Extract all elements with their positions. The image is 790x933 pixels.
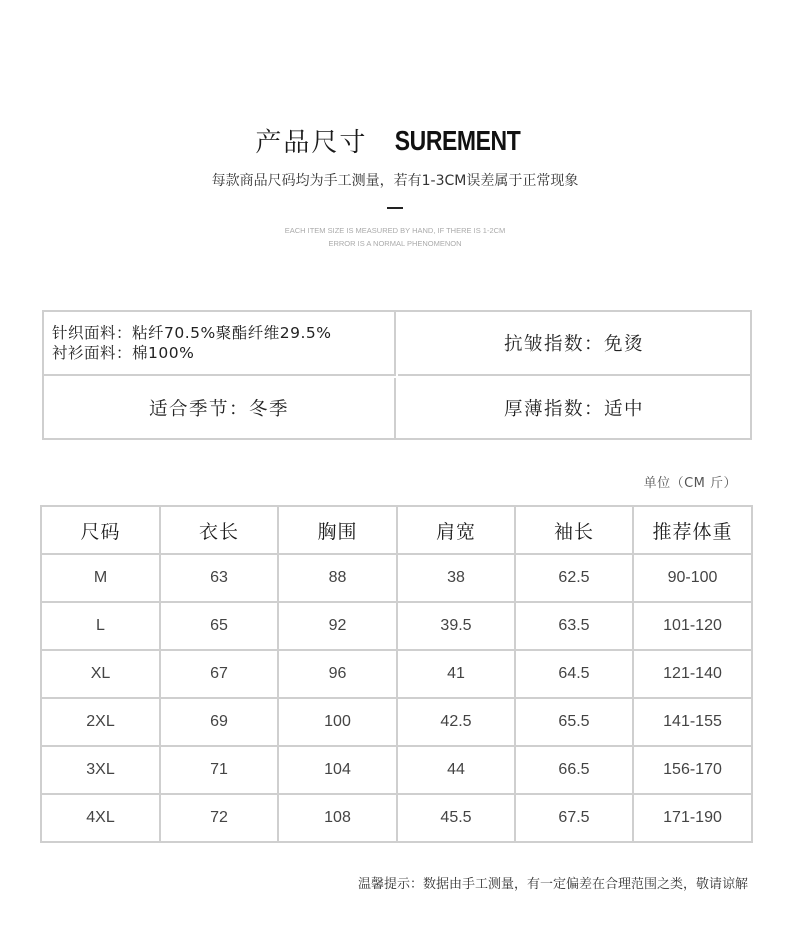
table-cell: 108 [278, 794, 397, 842]
table-cell: 171-190 [633, 794, 752, 842]
table-cell: 65 [160, 602, 278, 650]
title-en: SUREMENT [395, 124, 521, 156]
divider-dash [387, 207, 403, 209]
table-cell: 64.5 [515, 650, 633, 698]
table-cell: 38 [397, 554, 515, 602]
table-row [41, 698, 752, 746]
table-cell: 63 [160, 554, 278, 602]
page-title [0, 122, 790, 159]
table-cell: 4XL [41, 794, 160, 842]
title-cn: 产品尺寸 [255, 128, 368, 158]
table-cell: 72 [160, 794, 278, 842]
table-cell: 92 [278, 602, 397, 650]
unit-label: 单位（CM 斤） [643, 476, 737, 491]
table-cell: 63.5 [515, 602, 633, 650]
thickness-cell [398, 378, 750, 438]
table-cell: 71 [160, 746, 278, 794]
subtitle: 每款商品尺码均为手工测量，若有1-3CM误差属于正常现象 [211, 173, 579, 189]
table-cell: 45.5 [397, 794, 515, 842]
header-sleeve: 袖长 [515, 506, 633, 554]
header-shoulder: 肩宽 [397, 506, 515, 554]
table-row [41, 602, 752, 650]
header-weight: 推荐体重 [633, 506, 752, 554]
table-row [41, 746, 752, 794]
table-cell: 69 [160, 698, 278, 746]
fabric-knit: 针织面料：粘纤70.5%聚酯纤维29.5% [52, 324, 332, 342]
fabric-info-table [42, 310, 752, 440]
size-table [40, 505, 753, 843]
table-row [41, 554, 752, 602]
header-size: 尺码 [41, 506, 160, 554]
table-cell: 2XL [41, 698, 160, 746]
footer-note: 温馨提示：数据由手工测量，有一定偏差在合理范围之类，敬请谅解 [357, 877, 748, 892]
english-note [0, 224, 790, 250]
wrinkle-index-cell [398, 312, 750, 376]
table-cell: L [41, 602, 160, 650]
table-cell: XL [41, 650, 160, 698]
english-note-line2: ERROR IS A NORMAL PHENOMENON [328, 239, 462, 248]
table-cell: 65.5 [515, 698, 633, 746]
season: 适合季节：冬季 [148, 399, 289, 420]
wrinkle-index: 抗皱指数：免烫 [503, 334, 644, 355]
table-cell: 101-120 [633, 602, 752, 650]
header-length: 衣长 [160, 506, 278, 554]
table-header-row [41, 506, 752, 554]
table-cell: 67.5 [515, 794, 633, 842]
table-cell: 156-170 [633, 746, 752, 794]
table-cell: 3XL [41, 746, 160, 794]
table-row [41, 650, 752, 698]
english-note-line1: EACH ITEM SIZE IS MEASURED BY HAND, IF THERE IS 1-2CM [284, 226, 506, 235]
table-cell: M [41, 554, 160, 602]
table-cell: 41 [397, 650, 515, 698]
fabric-composition-cell [44, 312, 396, 376]
table-cell: 90-100 [633, 554, 752, 602]
thickness-index: 厚薄指数：适中 [503, 399, 644, 420]
table-row [41, 794, 752, 842]
table-cell: 62.5 [515, 554, 633, 602]
table-cell: 39.5 [397, 602, 515, 650]
table-cell: 88 [278, 554, 397, 602]
table-cell: 44 [397, 746, 515, 794]
table-cell: 121-140 [633, 650, 752, 698]
table-cell: 66.5 [515, 746, 633, 794]
table-cell: 96 [278, 650, 397, 698]
header-chest: 胸围 [278, 506, 397, 554]
fabric-shirt: 衬衫面料：棉100% [52, 344, 195, 362]
season-cell [44, 378, 396, 438]
table-cell: 42.5 [397, 698, 515, 746]
table-cell: 100 [278, 698, 397, 746]
table-cell: 67 [160, 650, 278, 698]
table-cell: 141-155 [633, 698, 752, 746]
table-cell: 104 [278, 746, 397, 794]
